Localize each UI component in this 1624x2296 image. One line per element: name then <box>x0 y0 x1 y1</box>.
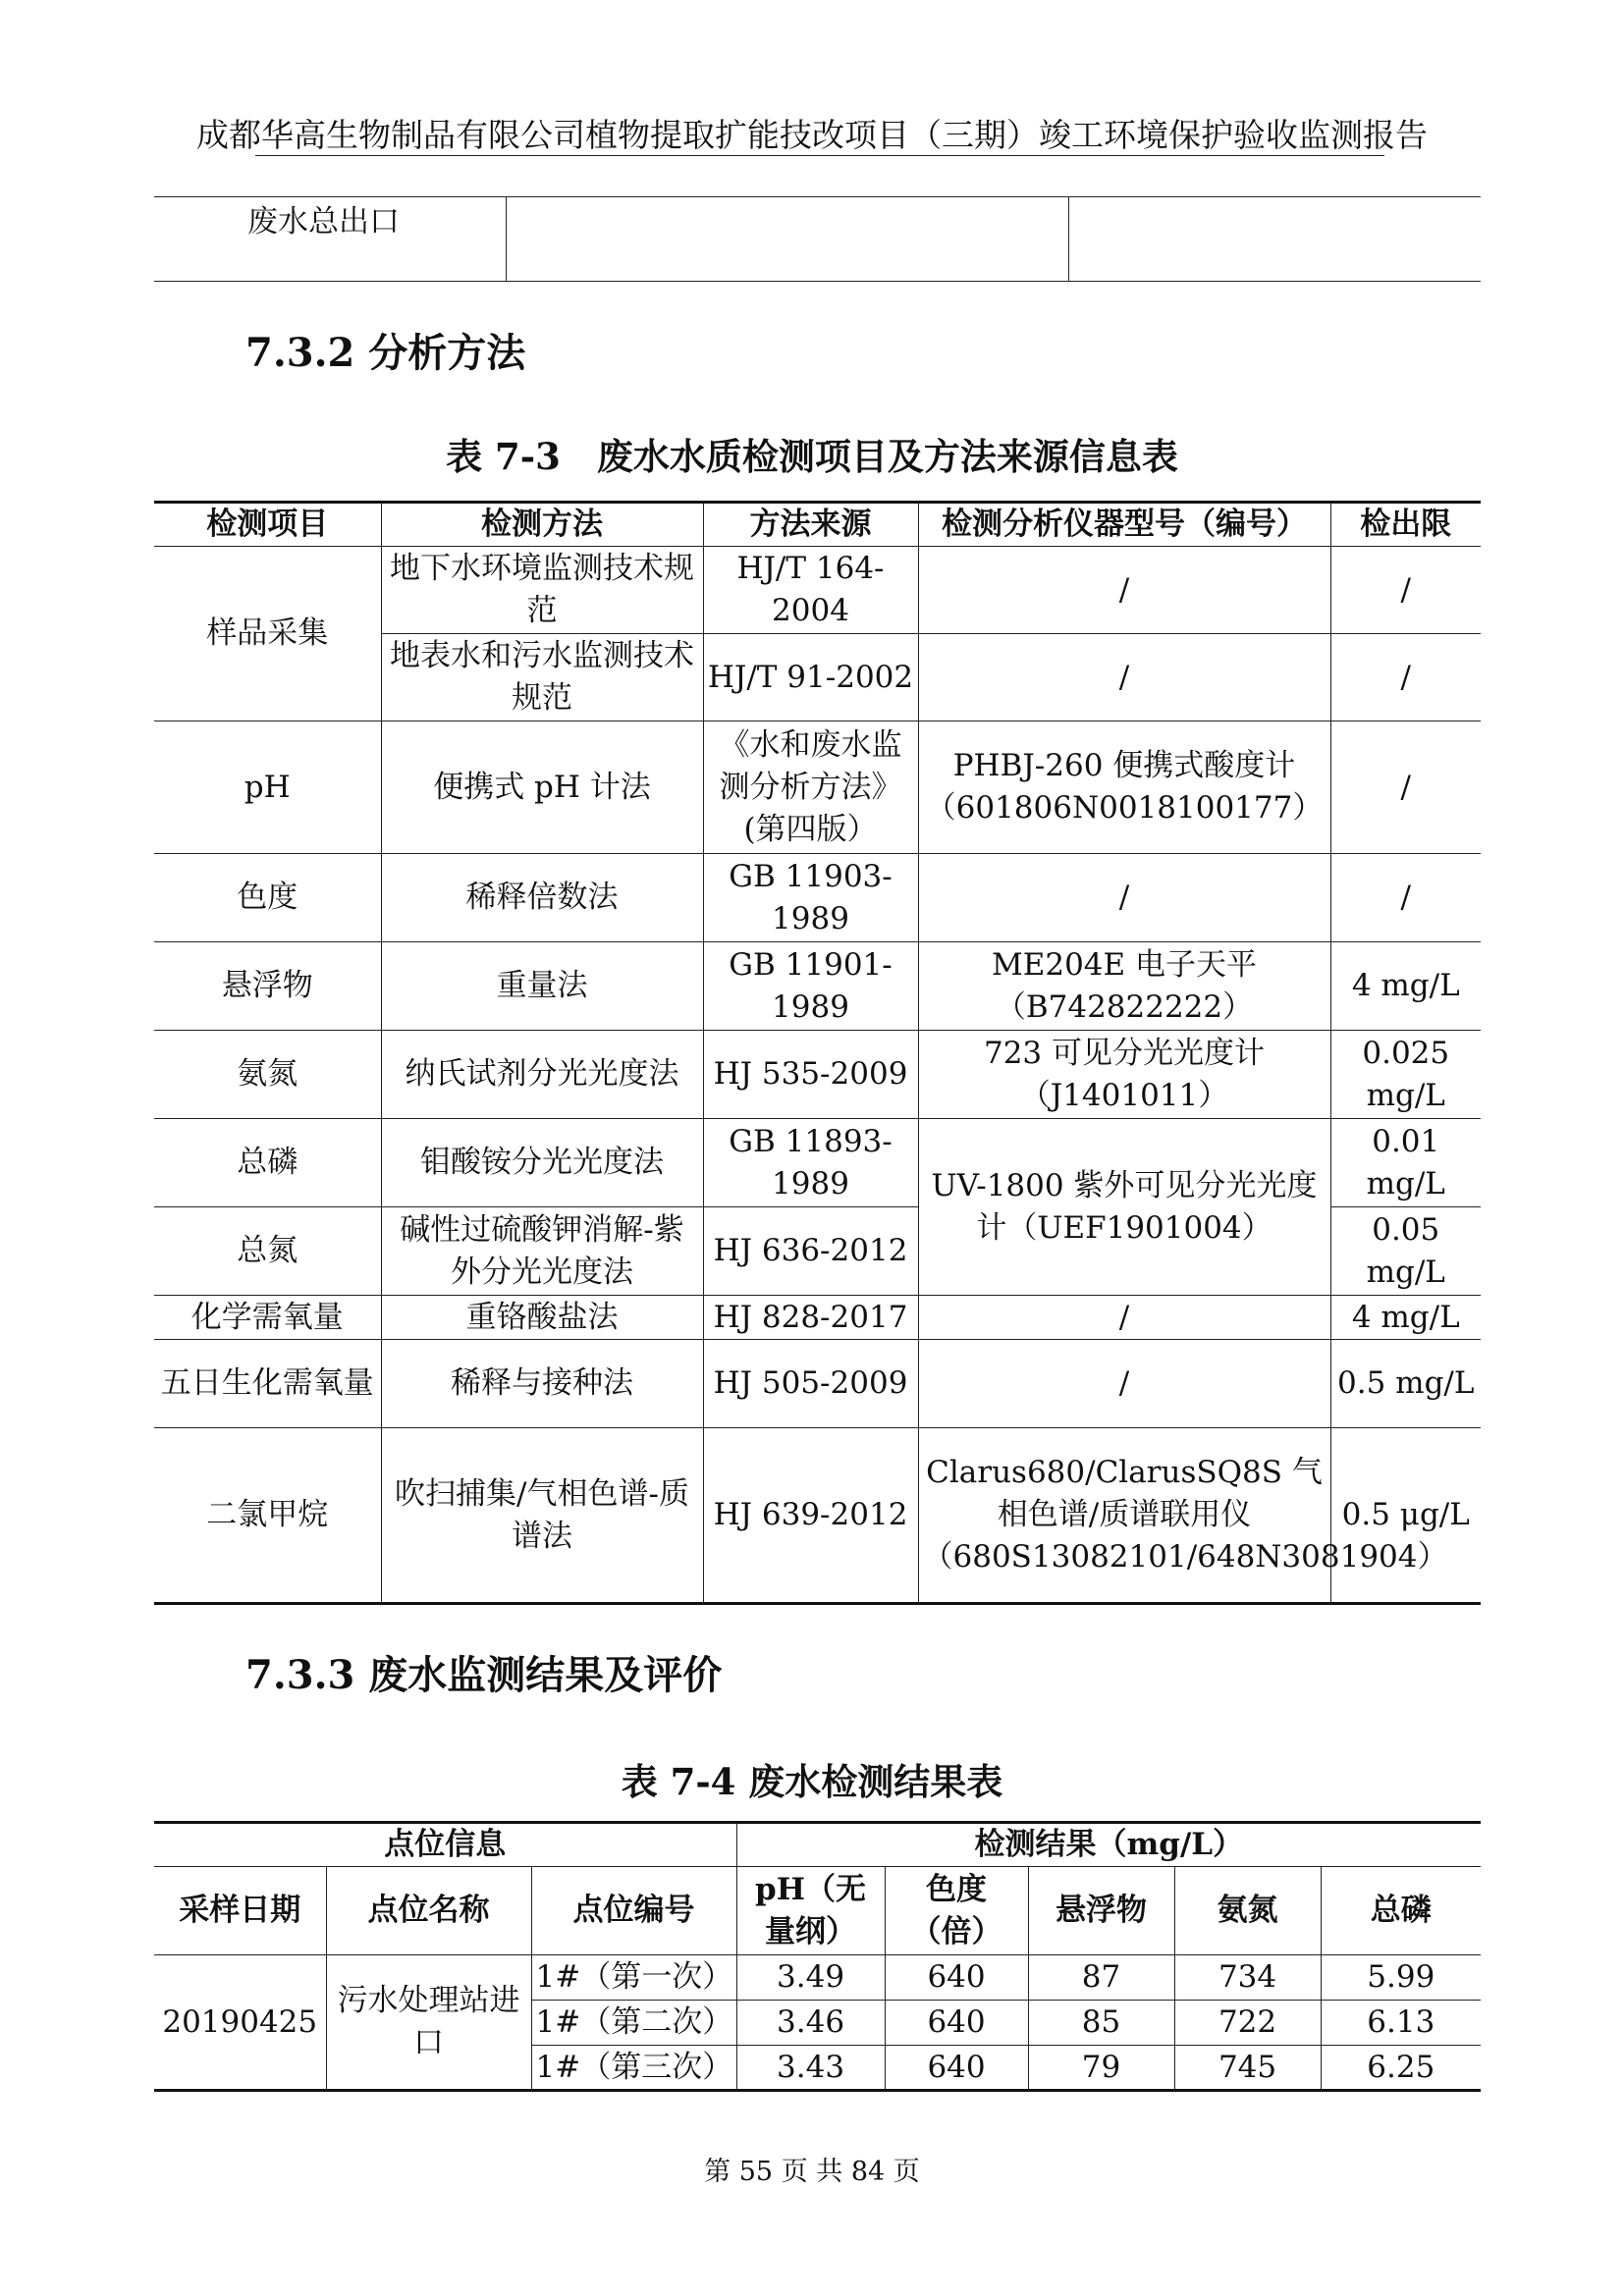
empty-cell <box>506 197 1068 282</box>
group-header-results: 检测结果（mg/L） <box>736 1823 1481 1867</box>
ss-value-cell: 87 <box>1028 1955 1174 2001</box>
item-cell: pH <box>154 721 381 854</box>
instrument-cell: PHBJ-260 便携式酸度计（601806N0018100177） <box>918 721 1330 854</box>
source-cell: HJ/T 164-2004 <box>703 547 918 634</box>
ph-value-cell: 3.46 <box>736 2001 885 2046</box>
column-header: pH（无量纲） <box>736 1867 885 1955</box>
source-cell: GB 11901-1989 <box>703 942 918 1031</box>
column-header: 点位名称 <box>326 1867 531 1955</box>
method-cell: 重量法 <box>381 942 703 1031</box>
tp-value-cell: 6.13 <box>1321 2001 1481 2046</box>
table-row <box>154 1428 1481 1604</box>
limit-cell: / <box>1330 634 1481 721</box>
table-row <box>154 942 1481 1031</box>
tp-value-cell: 5.99 <box>1321 1955 1481 2001</box>
instrument-cell: / <box>918 1296 1330 1340</box>
item-cell: 二氯甲烷 <box>154 1428 381 1604</box>
item-cell: 悬浮物 <box>154 942 381 1031</box>
column-header: 氨氮 <box>1174 1867 1321 1955</box>
method-cell: 吹扫捕集/气相色谱-质谱法 <box>381 1428 703 1604</box>
limit-cell: 0.01 mg/L <box>1330 1119 1481 1207</box>
method-cell: 稀释与接种法 <box>381 1340 703 1428</box>
continued-table <box>154 196 1481 282</box>
column-header: 检出限 <box>1330 503 1481 547</box>
table-row <box>154 1340 1481 1428</box>
nh3-value-cell: 734 <box>1174 1955 1321 2001</box>
table-row <box>154 1119 1481 1207</box>
item-cell: 色度 <box>154 854 381 942</box>
ss-value-cell: 85 <box>1028 2001 1174 2046</box>
item-cell: 样品采集 <box>154 547 381 721</box>
table-row <box>154 1031 1481 1119</box>
table-header-row <box>154 503 1481 547</box>
limit-cell: / <box>1330 547 1481 634</box>
column-header: 采样日期 <box>154 1867 326 1955</box>
table-group-header-row <box>154 1823 1481 1867</box>
item-cell: 五日生化需氧量 <box>154 1340 381 1428</box>
limit-cell: 0.5 mg/L <box>1330 1340 1481 1428</box>
header-divider <box>255 155 1384 156</box>
column-header: 检测分析仪器型号（编号） <box>918 503 1330 547</box>
limit-cell: 4 mg/L <box>1330 1296 1481 1340</box>
source-cell: HJ 636-2012 <box>703 1207 918 1296</box>
source-cell: HJ/T 91-2002 <box>703 634 918 721</box>
method-cell: 地下水环境监测技术规范 <box>381 547 703 634</box>
sampling-date-cell: 20190425 <box>154 1955 326 2091</box>
section-heading-7-3-2: 7.3.2 分析方法 <box>245 330 526 376</box>
table-row <box>154 1955 1481 2001</box>
column-header: 悬浮物 <box>1028 1867 1174 1955</box>
instrument-cell: / <box>918 1340 1330 1428</box>
source-cell: HJ 828-2017 <box>703 1296 918 1340</box>
source-cell: HJ 535-2009 <box>703 1031 918 1119</box>
table-row <box>154 721 1481 854</box>
row-label: 废水总出口 <box>154 197 506 282</box>
color-value-cell: 640 <box>885 2001 1028 2046</box>
instrument-cell: / <box>918 854 1330 942</box>
source-cell: HJ 505-2009 <box>703 1340 918 1428</box>
item-cell: 氨氮 <box>154 1031 381 1119</box>
site-code-cell: 1#（第一次） <box>531 1955 736 2001</box>
limit-cell: 0.025 mg/L <box>1330 1031 1481 1119</box>
limit-cell: / <box>1330 854 1481 942</box>
site-code-cell: 1#（第二次） <box>531 2001 736 2046</box>
method-cell: 钼酸铵分光光度法 <box>381 1119 703 1207</box>
page-footer: 第 55 页 共 84 页 <box>704 2157 920 2187</box>
nh3-value-cell: 745 <box>1174 2046 1321 2091</box>
column-header: 检测方法 <box>381 503 703 547</box>
source-cell: GB 11893-1989 <box>703 1119 918 1207</box>
empty-cell <box>1068 197 1481 282</box>
table-row <box>154 547 1481 634</box>
instrument-cell: / <box>918 634 1330 721</box>
method-cell: 碱性过硫酸钾消解-紫外分光光度法 <box>381 1207 703 1296</box>
ph-value-cell: 3.49 <box>736 1955 885 2001</box>
column-header: 点位编号 <box>531 1867 736 1955</box>
color-value-cell: 640 <box>885 2046 1028 2091</box>
column-header: 总磷 <box>1321 1867 1481 1955</box>
limit-cell: 0.5 μg/L <box>1330 1428 1481 1604</box>
item-cell: 总磷 <box>154 1119 381 1207</box>
table-7-4-caption: 表 7-4 废水检测结果表 <box>621 1760 1003 1803</box>
instrument-cell: UV-1800 紫外可见分光光度计（UEF1901004） <box>918 1119 1330 1296</box>
column-header: 检测项目 <box>154 503 381 547</box>
column-header: 方法来源 <box>703 503 918 547</box>
method-cell: 稀释倍数法 <box>381 854 703 942</box>
source-cell: GB 11903-1989 <box>703 854 918 942</box>
item-cell: 总氮 <box>154 1207 381 1296</box>
table-header-row <box>154 1867 1481 1955</box>
group-header-site-info: 点位信息 <box>154 1823 736 1867</box>
limit-cell: 4 mg/L <box>1330 942 1481 1031</box>
ph-value-cell: 3.43 <box>736 2046 885 2091</box>
color-value-cell: 640 <box>885 1955 1028 2001</box>
method-cell: 纳氏试剂分光光度法 <box>381 1031 703 1119</box>
item-cell: 化学需氧量 <box>154 1296 381 1340</box>
site-name-cell: 污水处理站进口 <box>326 1955 531 2091</box>
tp-value-cell: 6.25 <box>1321 2046 1481 2091</box>
table-row <box>154 854 1481 942</box>
nh3-value-cell: 722 <box>1174 2001 1321 2046</box>
column-header: 色度（倍） <box>885 1867 1028 1955</box>
instrument-cell: Clarus680/ClarusSQ8S 气相色谱/质谱联用仪（680S13082101/648N3081904） <box>918 1428 1330 1604</box>
limit-cell: 0.05 mg/L <box>1330 1207 1481 1296</box>
source-cell: 《水和废水监测分析方法》(第四版） <box>703 721 918 854</box>
limit-cell: / <box>1330 721 1481 854</box>
table-row <box>154 1296 1481 1340</box>
instrument-cell: 723 可见分光光度计（J1401011） <box>918 1031 1330 1119</box>
method-cell: 重铬酸盐法 <box>381 1296 703 1340</box>
source-cell: HJ 639-2012 <box>703 1428 918 1604</box>
report-header-title: 成都华高生物制品有限公司植物提取扩能技改项目（三期）竣工环境保护验收监测报告 <box>196 116 1428 154</box>
results-table <box>154 1821 1481 2092</box>
instrument-cell: ME204E 电子天平（B742822222） <box>918 942 1330 1031</box>
table-row <box>154 197 1481 282</box>
ss-value-cell: 79 <box>1028 2046 1174 2091</box>
method-cell: 地表水和污水监测技术规范 <box>381 634 703 721</box>
table-7-3-caption: 表 7-3 废水水质检测项目及方法来源信息表 <box>446 435 1178 478</box>
instrument-cell: / <box>918 547 1330 634</box>
method-cell: 便携式 pH 计法 <box>381 721 703 854</box>
method-table <box>154 501 1481 1605</box>
section-heading-7-3-3: 7.3.3 废水监测结果及评价 <box>245 1652 723 1698</box>
site-code-cell: 1#（第三次） <box>531 2046 736 2091</box>
